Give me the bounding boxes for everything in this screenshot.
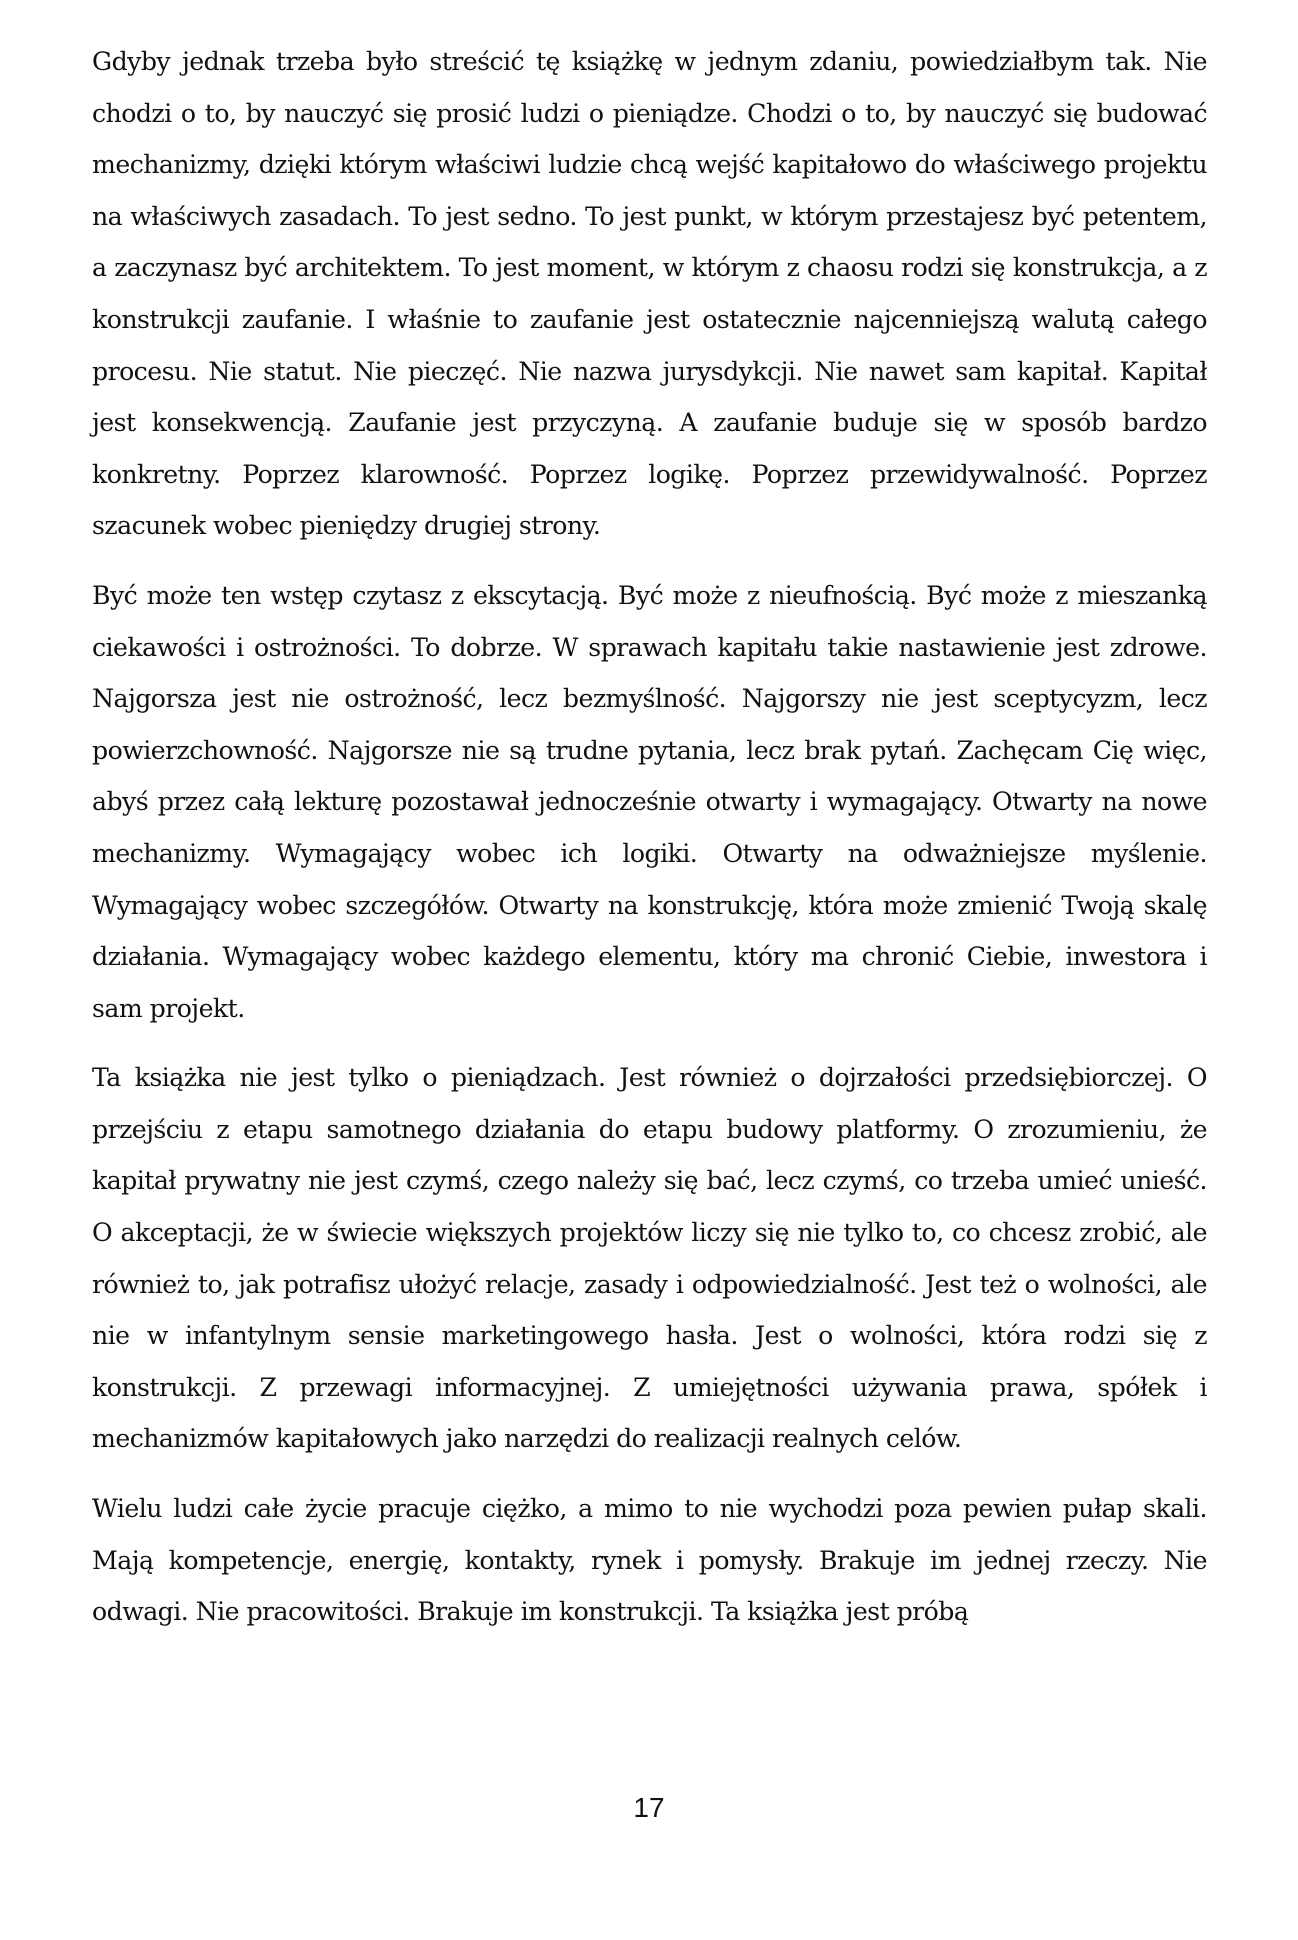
- paragraph-4: Wielu ludzi całe życie pracuje ciężko, a mimo to nie wychodzi poza pewien pułap skali. Mają kompetencje, energię, kontakty, rynek i pomysły. Brakuje im jednej rzeczy. Nie odwagi. Nie pracowitości. Brakuje im konstrukcji. Ta książka jest próbą: [92, 1494, 1207, 1627]
- paragraph-3: Ta książka nie jest tylko o pieniądzach. Jest również o dojrzałości przedsiębiorczej. O przejściu z etapu samotnego działania do etapu budowy platformy. O zrozumieniu, że kapitał prywatny nie jest czymś, czego należy się bać, lecz czymś, co trzeba umieć unieść. O akceptacji, że w świecie większych projektów liczy się nie tylko to, co chcesz zrobić, ale również to, jak potrafisz ułożyć relacje, zasady i odpowiedzialność. Jest też o wolności, ale nie w infantylnym sensie marketingowego hasła. Jest o wolności, która rodzi się z konstrukcji. Z przewagi informacyjnej. Z umiejętności używania prawa, spółek i mechanizmów kapitałowych jako narzędzi do realizacji realnych celów.: [92, 1063, 1207, 1454]
- page-number: 17: [633, 1792, 665, 1823]
- document-page: [92, 36, 1207, 1656]
- paragraph-1: Gdyby jednak trzeba było streścić tę książkę w jednym zdaniu, powiedziałbym tak. Nie chodzi o to, by nauczyć się prosić ludzi o pieniądze. Chodzi o to, by nauczyć się budować mechanizmy, dzięki którym właściwi ludzie chcą wejść kapitałowo do właściwego projektu na właściwych zasadach. To jest sedno. To jest punkt, w którym przestajesz być petentem, a zaczynasz być architektem. To jest moment, w którym z chaosu rodzi się konstrukcja, a z konstrukcji zaufanie. I właśnie to zaufanie jest ostatecznie najcenniejszą walutą całego procesu. Nie statut. Nie pieczęć. Nie nazwa jurysdykcji. Nie nawet sam kapitał. Kapitał jest konsekwencją. Zaufanie jest przyczyną. A zaufanie buduje się w sposób bardzo konkretny. Poprzez klarowność. Poprzez logikę. Poprzez przewidywalność. Poprzez szacunek wobec pieniędzy drugiej strony.: [92, 47, 1207, 541]
- paragraph-2: Być może ten wstęp czytasz z ekscytacją. Być może z nieufnością. Być może z mieszanką ciekawości i ostrożności. To dobrze. W sprawach kapitału takie nastawienie jest zdrowe. Najgorsza jest nie ostrożność, lecz bezmyślność. Najgorszy nie jest sceptycyzm, lecz powierzchowność. Najgorsze nie są trudne pytania, lecz brak pytań. Zachęcam Cię więc, abyś przez całą lekturę pozostawał jednocześnie otwarty i wymagający. Otwarty na nowe mechanizmy. Wymagający wobec ich logiki. Otwarty na odważniejsze myślenie. Wymagający wobec szczegółów. Otwarty na konstrukcję, która może zmienić Twoją skalę działania. Wymagający wobec każdego elementu, który ma chronić Ciebie, inwestora i sam projekt.: [92, 580, 1207, 1023]
